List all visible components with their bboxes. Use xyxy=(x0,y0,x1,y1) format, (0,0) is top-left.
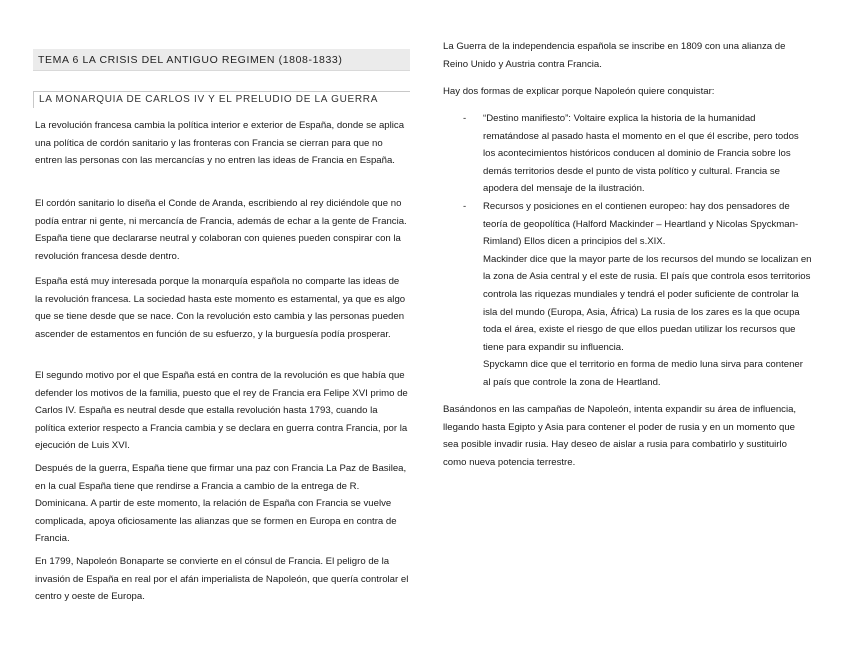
section-heading: LA MONARQUIA DE CARLOS IV Y EL PRELUDIO DE LA GUERRA xyxy=(33,91,410,108)
intro-paragraph: La Guerra de la independencia española se inscribe en 1809 con una alianza de Reino Unido y Austria contra Francia. xyxy=(443,41,786,70)
paragraph-1: La revolución francesa cambia la política interior e exterior de España, donde se aplica una política de cordón sanitario y las fronteras con Francia se cierran para que no entren las personas con las mercancías y no entren las ideas de Francia en España. xyxy=(35,120,405,167)
bullet-marker: - xyxy=(463,200,467,212)
bullet-item-destino xyxy=(443,110,813,198)
forms-paragraph: Hay dos formas de explicar porque Napoleón quiere conquistar: xyxy=(443,86,715,97)
bullet-text-mackinder: Mackinder dice que la mayor parte de los recursos del mundo se localizan en la zona de Asia central y el este de rusia. El país que controla esos territorios controla las riquezas mundiales y tendrá el poder suficiente de controlar la isla del mundo (Europa, Asia, África) La rusia de los zares es la que ocupa toda el área, existe el riesgo de que ellos puedan utilizar los recursos que tiene para expandir su influencia. xyxy=(483,253,812,353)
paragraph-6: En 1799, Napoleón Bonaparte se convierte en el cónsul de Francia. El peligro de la invasión de España en real por el afán imperialista de Napoleón, que quería controlar el centro y oeste de Europa. xyxy=(35,556,409,603)
bullet-text-spyckman: Spyckamn dice que el territorio en forma de medio luna sirva para contener al país que controle la zona de Heartland. xyxy=(483,359,803,388)
bullet-text: “Destino manifiesto”: Voltaire explica la historia de la humanidad rematándose al pasado hasta el momento en el que él escribe, pero todos los acontecimientos históricos conducen al dominio de Francia sobre los demás territorios desde el punto de vista político y cultural. Francia se apodera del mensaje de la ilustración. xyxy=(483,113,799,195)
paragraph-3: España está muy interesada porque la monarquía española no comparte las ideas de la revolución francesa. La sociedad hasta este momento es estamental, ya que es algo que se tiene desde que se nace. Con la revolución esto cambia y las personas pueden ascender de estamentos en función de su esfuerzo, y la burguesía podía prosperar. xyxy=(35,276,406,340)
bullet-item-recursos xyxy=(443,198,813,392)
bullet-marker: - xyxy=(463,113,467,124)
chapter-title: TEMA 6 LA CRISIS DEL ANTIGUO REGIMEN (1808-1833) xyxy=(33,49,410,71)
bullet-text: Recursos y posiciones en el contienen europeo: hay dos pensadores de teoría de geopolítica (Halford Mackinder – Heartland y Nicolas Spyckman- Rimland) Ellos dicen a principios del s.XIX. xyxy=(483,200,799,248)
paragraph-2: El cordón sanitario lo diseña el Conde de Aranda, escribiendo al rey diciéndole que no podía entrar ni gente, ni mercancía de Francia, además de echar a la gente de Francia. España tiene que declararse neutral y colaboran con quienes pueden conspirar con la revolución francesa desde dentro. xyxy=(35,198,407,262)
bullet-list xyxy=(443,110,813,392)
paragraph-5: Después de la guerra, España tiene que firmar una paz con Francia La Paz de Basilea, en la cual España tiene que rendirse a Francia a cambio de la entrega de R. Dominicana. A partir de este momento, la relación de España con Francia se vuelve complicada, apoya oficiosamente las alianzas que se formen en Europa en contra de Francia. xyxy=(35,463,407,545)
closing-paragraph: Basándonos en las campañas de Napoleón, intenta expandir su área de influencia, llegando hasta Egipto y Asia para contener el poder de rusia y en un momento que sea posible invadir rusia. Hay deseo de aislar a rusia para combatirlo y sustituirlo como nueva potencia terrestre. xyxy=(443,404,797,468)
paragraph-4: El segundo motivo por el que España está en contra de la revolución es que había que defender los motivos de la familia, puesto que el rey de Francia era Felipe XVI primo de Carlos IV. España es neutral desde que estalla revolución hasta 1793, cuando la política exterior respecto a Francia cambia y se declara en guerra contra Francia, por la ejecución de Luis XVI. xyxy=(35,370,408,452)
